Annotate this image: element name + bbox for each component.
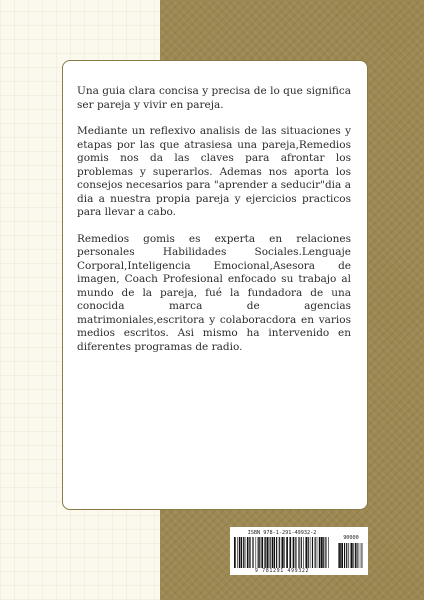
barcode-bar [353, 543, 354, 568]
barcode-bar [276, 537, 277, 568]
isbn-label: ISBN 978-1-291-49932-2 [247, 530, 317, 536]
barcode-bar [348, 543, 349, 568]
barcode-bar [305, 537, 307, 568]
barcode-bar [362, 543, 363, 568]
barcode-bar [351, 543, 353, 568]
barcode-bar [253, 537, 254, 568]
barcode-bar [247, 537, 248, 568]
barcode-bar [356, 543, 357, 568]
barcode-bar [299, 537, 300, 568]
barcode-bar [298, 537, 299, 568]
barcode-bar [323, 537, 324, 568]
barcode-bar [272, 537, 274, 568]
barcode-bar [250, 537, 251, 568]
barcode-bar [293, 537, 295, 568]
barcode-bar [252, 537, 253, 568]
barcode-bar [341, 543, 343, 568]
barcode-bar [237, 537, 238, 568]
barcode-bar [312, 537, 313, 568]
barcode-addon-bars [338, 543, 364, 568]
barcode-bar [270, 537, 271, 568]
barcode-bar [361, 543, 362, 568]
barcode-bar [256, 537, 257, 568]
barcode-bar [261, 537, 263, 568]
barcode-digits: 9 781291 499322 [254, 568, 310, 574]
description-paragraph-1: Una guia clara concisa y precisa de lo que significa ser pareja y vivir en pareja. [77, 85, 351, 111]
barcode-bar [281, 537, 282, 568]
barcode-bar [286, 537, 288, 568]
barcode-bar [303, 537, 304, 568]
barcode-bar [310, 537, 311, 568]
barcode-bar [301, 537, 302, 568]
barcode-bar [284, 537, 285, 568]
description-panel [62, 60, 368, 510]
barcode-bar [259, 537, 260, 568]
barcode-bar [264, 537, 265, 568]
barcode-bars [234, 537, 364, 568]
barcode-bar [267, 537, 269, 568]
barcode-bar [282, 537, 284, 568]
barcode-bar [339, 543, 341, 568]
isbn-barcode [230, 527, 368, 575]
barcode-bar [245, 537, 246, 568]
barcode-bar [321, 537, 323, 568]
barcode-bar [319, 537, 321, 568]
barcode-bar [234, 537, 236, 568]
barcode-bar [249, 537, 250, 568]
barcode-bar [274, 537, 275, 568]
barcode-addon-number: 90000 [343, 535, 359, 541]
barcode-bar [315, 537, 316, 568]
barcode-bar [344, 543, 345, 568]
barcode-bar [338, 543, 339, 568]
barcode-bar [295, 537, 296, 568]
barcode-bar [265, 537, 266, 568]
description-paragraph-2: Mediante un reflexivo analisis de las situaciones y etapas por las que atrasiesa una pareja,Remedios gomis nos da las claves para afrontar los problemas y superarlos. Ademas nos aporta los consejos necesarios para "aprender a seducir"dia a dia a nuestra propia pareja y ejercicios practicos para llevar a cabo. [77, 125, 351, 218]
barcode-bar [258, 537, 259, 568]
barcode-bar [308, 537, 309, 568]
barcode-bar [359, 543, 360, 568]
barcode-bar [350, 543, 351, 568]
barcode-bar [279, 537, 280, 568]
barcode-bar [289, 537, 291, 568]
barcode-bar [243, 537, 244, 568]
barcode-bar [355, 543, 356, 568]
barcode-bar [317, 537, 318, 568]
barcode-bar [328, 537, 329, 568]
barcode-bar [239, 537, 241, 568]
author-bio-paragraph: Remedios gomis es experta en relaciones personales Habilidades Sociales.Lenguaje Corporal,Inteligencia Emocional,Asesora de imagen, Coach Profesional enfocado su trabajo al mundo de la pareja, fué la fundadora de una conocida marca de agencias matrimoniales,escritora y colaboracdora en varios medios escritos. Asi mismo ha intervenido en diferentes programas de radio. [77, 232, 351, 353]
barcode-bar [325, 537, 326, 568]
barcode-bar [346, 543, 347, 568]
barcode-main-bars [234, 537, 330, 568]
barcode-bar [241, 537, 242, 568]
